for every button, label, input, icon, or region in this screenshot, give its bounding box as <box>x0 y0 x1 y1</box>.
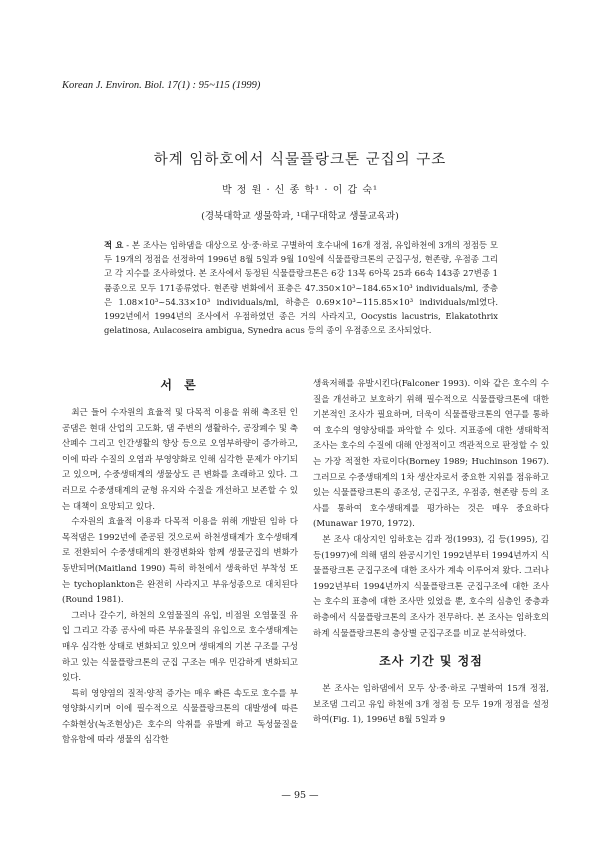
abstract-text: - 본 조사는 임하댐을 대상으로 상·중·하로 구별하여 호수내에 16개 정점, 유입하천에 3개의 정점등 모두 19개의 정점을 선정하여 1996년 8월 5일과 9월 10일에 식물플랑크톤의 군집구성, 현존량, 우점종 그리고 각 지수를 조사하였다. 본 조사에서 동정된 식물플랑크톤은 6강 13목 6아목 25과 66속 143종 27변종 1품종으로 모두 171종류였다. 현존량 변화에서 표층은 47.350×10³~184.65×10³ individuals/ml, 중층은 1.08×10³~54.33×10³ individuals/ml, 하층은 0.69×10³~115.85×10³ individuals/ml였다. 1992년에서 1994년의 조사에서 우점하였던 종은 거의 사라지고, Oocystis lacustris, Elakatothrix gelatinosa, Aulacoseira ambigua, Synedra acus 등의 종이 우점종으로 조사되었다. <box>104 240 498 336</box>
paragraph: 특히 영양염의 질적·양적 증가는 매우 빠른 속도로 호수를 부영양화시키며 이에 필수적으로 식물플랑크톤의 대발생에 따른 수화현상(녹조현상)은 호수의 악취를 유발케 하고 독성물질을 함유함에 따라 생물의 심각한 <box>62 688 298 746</box>
paragraph: 본 조사 대상지인 임하호는 김과 정(1993), 김 등(1995), 김 등(1997)에 의해 댐의 완공시기인 1992년부터 1994년까지 식물플랑크톤 군집구조에 대한 조사가 계속 이루어져 왔다. 그러나 1992년부터 1994년까지 식물플랑크톤 군집구조에 대한 조사는 호수의 표층에 대한 조사만 있었을 뿐, 호수의 심층인 중층과 하층에서 식물플랑크톤의 조사가 전무하다. 본 조사는 임하호의 하계 식물플랑크톤의 층상별 군집구조를 비교 분석하였다. <box>313 534 549 639</box>
section-heading-period-stations: 조사 기간 및 정점 <box>379 654 483 669</box>
right-column <box>313 377 549 729</box>
affiliation: (경북대학교 생물학과, ¹대구대학교 생물교육과) <box>201 211 399 222</box>
paragraph: 본 조사는 임하댐에서 모두 상·중·하로 구별하여 15개 정점, 보조댐 그리고 유입 하천에 3개 정점 등 모두 19개 정점을 설정하여(Fig. 1), 1996년 8월 5일과 9 <box>313 684 549 726</box>
journal-citation: Korean J. Environ. Biol. 17(1) : 95~115 (1999) <box>62 80 261 91</box>
section-heading-introduction: 서 론 <box>160 378 200 392</box>
paragraph: 생육저해를 유발시킨다(Falconer 1993). 이와 같은 호수의 수질을 개선하고 보호하기 위해 필수적으로 식물플랑크톤에 대한 기본적인 조사가 필요하며, 더욱이 식물플랑크톤의 연구를 통하여 호수의 영양상태를 파악할 수 있다. 지표종에 대한 생태학적 조사는 호수의 수질에 대해 안정적이고 객관적으로 판정할 수 있는 가장 적절한 자료이다(Borney 1989; Huchinson 1967). 그러므로 수중생태계의 1차 생산자로서 중요한 지위를 점유하고 있는 식물플랑크톤의 종조성, 군집구조, 우점종, 현존량 등의 조사를 통하여 호수생태계를 평가하는 것은 매우 중요하다(Munawar 1970, 1972). <box>313 379 549 530</box>
page-number: — 95 — <box>281 790 319 801</box>
abstract <box>104 238 498 337</box>
abstract-label: 적 요 <box>104 240 124 250</box>
paragraph: 수자원의 효율적 이용과 다목적 이용을 위해 개발된 임하 다목적댐은 1992년에 준공된 것으로써 하천생태계가 호수생태계로 전환되어 수중생태계의 환경변화와 함께 생물군집의 변화가 동반되며(Maitland 1990) 특히 하천에서 생육하던 부착성 또는 tychoplankton은 완전히 사라지고 부유성종으로 대치된다(Round 1981). <box>62 517 298 606</box>
left-column <box>62 378 298 749</box>
paragraph: 최근 들어 수자원의 효율적 및 다목적 이용을 위해 축조된 인공댐은 현대 산업의 고도화, 댐 주변의 생활하수, 공장폐수 및 축산폐수 그리고 인간생활의 향상 등으로 오염부하량이 증가하고, 이에 따라 수질의 오염과 부영양화로 인해 심각한 문제가 야기되고 있으며, 수중생태계의 생물상도 큰 변화를 초래하고 있다. 그러므로 수중생태계의 균형 유지와 수질을 개선하고 보존할 수 있는 대책이 요망되고 있다. <box>62 408 298 512</box>
paper-title: 하계 임하호에서 식물플랑크톤 군집의 구조 <box>153 152 447 168</box>
authors: 박 정 원 · 신 종 학¹ · 이 갑 숙¹ <box>221 185 379 196</box>
paragraph: 그러나 갈수기, 하천의 오염물질의 유입, 비점원 오염물질 유입 그리고 각종 공사에 따른 부유물질의 유입으로 호수생태계는 매우 심각한 상태로 변화되고 있으며 생태계의 기본 구조를 구성하고 있는 식물플랑크톤의 군집 구조는 매우 민감하게 변화되고 있다. <box>62 610 298 684</box>
